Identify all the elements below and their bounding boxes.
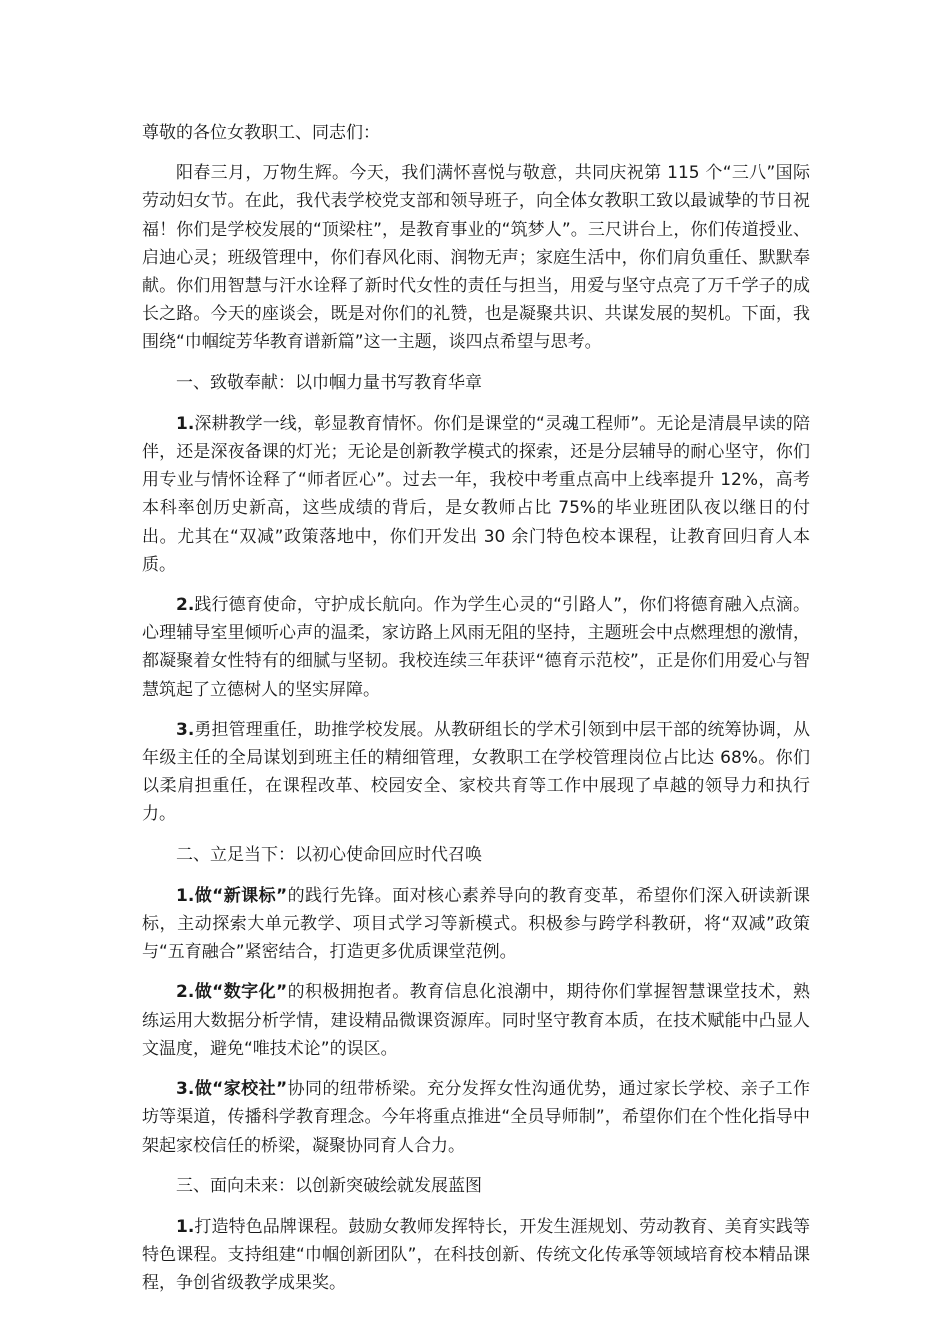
item-text: 的践行先锋。面对核心素养导向的教育变革，希望你们深入研读新课标，主动探索大单元教学、项目式学习等新模式。积极参与跨学科教研，将“双减”政策与“五育融合”紧密结合，打造更多优质课堂范例。 — [142, 885, 811, 963]
item-number: 1. — [176, 413, 195, 434]
item-text: 践行德育使命，守护成长航向。作为学生心灵的“引路人”，你们将德育融入点滴。心理辅导室里倾听心声的温柔，家访路上风雨无阻的坚持，主题班会中点燃理想的激情，都凝聚着女性特有的细腻与坚韧。我校连续三年获评“德育示范校”，正是你们用爱心与智慧筑起了立德树人的坚实屏障。 — [142, 595, 810, 700]
item-text: 勇担管理重任，助推学校发展。从教研组长的学术引领到中层干部的统筹协调，从年级主任的全局谋划到班主任的精细管理，女教职工在学校管理岗位占比达 68%。你们以柔肩担重任，在课程改革、校园安全、家校共育等工作中展现了卓越的领导力和执行力。 — [142, 719, 810, 825]
section-2-item-2 — [142, 978, 810, 1063]
section-2-item-1 — [142, 882, 810, 967]
item-text: 深耕教学一线，彰显教育情怀。你们是课堂的“灵魂工程师”。无论是清晨早读的陪伴，还是深夜备课的灯光；无论是创新教学模式的探索，还是分层辅导的耐心坚守，你们用专业与情怀诠释了“师者匠心”。过去一年，我校中考重点高中上线率提升 12%，高考本科率创历史新高，这些成绩的背后，是女教师占比 75%的毕业班团队夜以继日的付出。尤其在“双减”政策落地中，你们开发出 30 余门特色校本课程，让教育回归育人本质。 — [142, 413, 810, 575]
greeting: 尊敬的各位女教职工、同志们： — [142, 123, 380, 143]
item-number: 2. — [176, 595, 195, 616]
item-text: 的积极拥抱者。教育信息化浪潮中，期待你们掌握智慧课堂技术，熟练运用大数据分析学情，建设精品微课资源库。同时坚守教育本质，在技术赋能中凸显人文温度，避免“唯技术论”的误区。 — [142, 982, 811, 1059]
item-text: 协同的纽带桥梁。充分发挥女性沟通优势，通过家长学校、亲子工作坊等渠道，传播科学教育理念。今年将重点推进“全员导师制”，希望你们在个性化指导中架起家校信任的桥梁，凝聚协同育人合力。 — [142, 1079, 811, 1156]
section-1-item-2 — [142, 591, 810, 704]
section-2-heading: 二、立足当下：以初心使命回应时代召唤 — [176, 844, 482, 865]
section-2-item-3 — [142, 1075, 810, 1160]
section-1-heading: 一、致敬奉献：以巾帼力量书写教育华章 — [176, 372, 482, 393]
item-text: 打造特色品牌课程。鼓励女教师发挥特长，开发生涯规划、劳动教育、美育实践等特色课程。支持组建“巾帼创新团队”，在科技创新、传统文化传承等领域培育校本精品课程，争创省级教学成果奖。 — [142, 1216, 810, 1294]
section-1-item-1 — [142, 410, 810, 579]
item-number: 3. — [176, 719, 195, 740]
item-number: 2.做“数字化” — [176, 982, 288, 1003]
intro-paragraph: 阳春三月，万物生辉。今天，我们满怀喜悦与敬意，共同庆祝第 115 个“三八”国际劳动妇女节。在此，我代表学校党支部和领导班子，向全体女教职工致以最诚挚的节日祝福！你们是学校发展的“顶梁柱”，是教育事业的“筑梦人”。三尺讲台上，你们传道授业、启迪心灵；班级管理中，你们春风化雨、润物无声；家庭生活中，你们肩负重任、默默奉献。你们用智慧与汗水诠释了新时代女性的责任与担当，用爱与坚守点亮了万千学子的成长之路。今天的座谈会，既是对你们的礼赞，也是凝聚共识、共谋发展的契机。下面，我围绕“巾帼绽芳华教育谱新篇”这一主题，谈四点希望与思考。 — [142, 163, 810, 353]
section-3-heading: 三、面向未来：以创新突破绘就发展蓝图 — [176, 1175, 482, 1196]
item-number: 1. — [176, 1216, 195, 1237]
document-body — [142, 119, 810, 1310]
item-number: 3.做“家校社” — [176, 1079, 288, 1100]
item-number: 1.做“新课标” — [176, 885, 288, 906]
section-1-item-3 — [142, 716, 810, 829]
section-3-item-1 — [142, 1213, 810, 1298]
